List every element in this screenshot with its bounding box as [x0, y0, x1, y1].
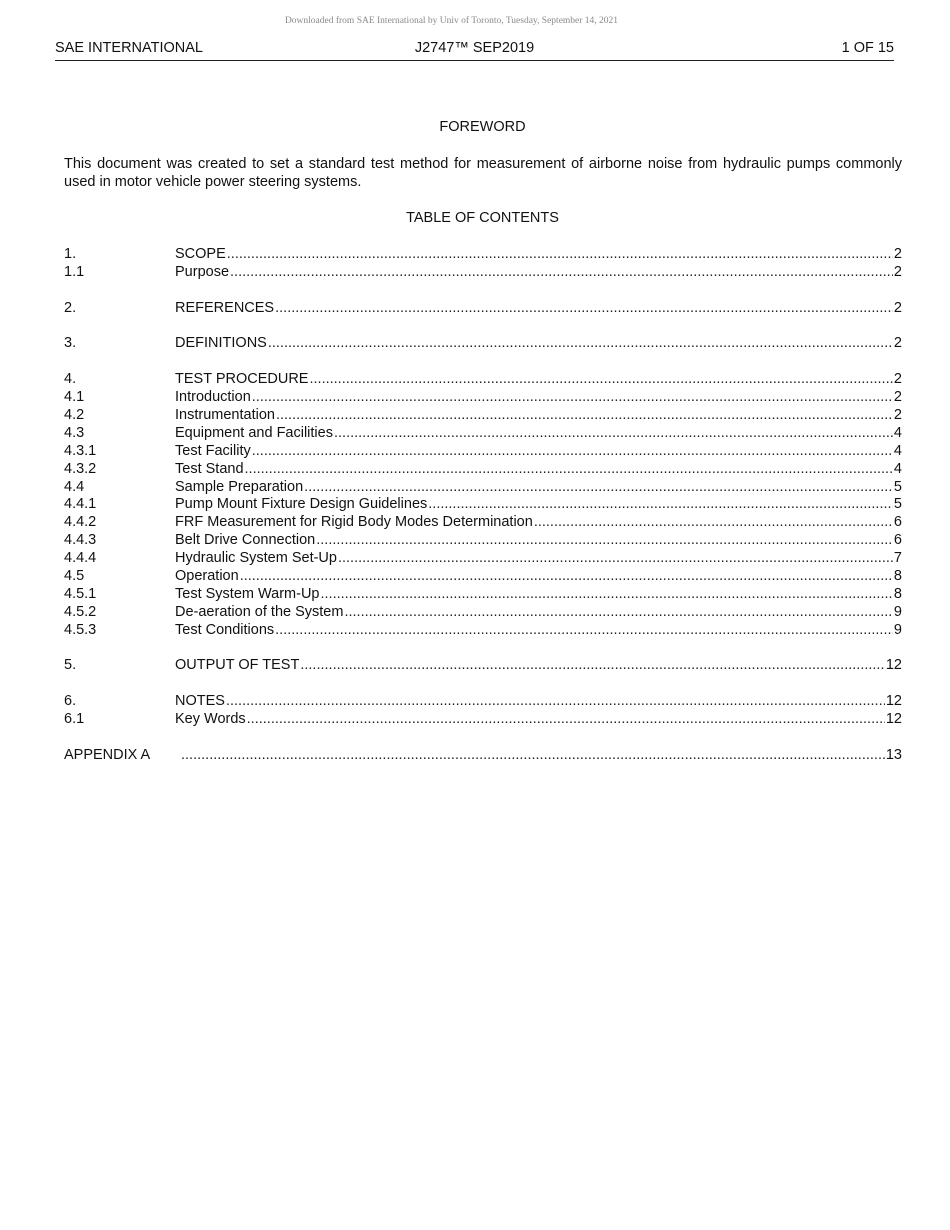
toc-entry-page: 12 [885, 657, 902, 674]
toc-entry-number: 4.4.4 [64, 550, 97, 567]
toc-entry[interactable] [64, 604, 902, 622]
header-document-id: J2747™ SEP2019 [414, 40, 535, 56]
toc-entry-title: Instrumentation [175, 407, 275, 424]
foreword-paragraph: This document was created to set a standard test method for measurement of airborne noise from hydraulic pumps commonly used in motor vehicle power steering systems. [64, 156, 902, 190]
toc-entry-title: De-aeration of the System [175, 603, 344, 620]
toc-entry-page: 7 [893, 550, 902, 567]
toc-entry[interactable] [64, 443, 902, 461]
toc-leader-dots [309, 371, 892, 389]
toc-entry-title: Belt Drive Connection [175, 532, 316, 549]
toc-entry-title: Pump Mount Fixture Design Guidelines [175, 496, 428, 513]
toc-entry-title: DEFINITIONS [175, 335, 267, 352]
toc-entry[interactable] [64, 335, 902, 353]
toc-entry-page: 6 [893, 514, 902, 531]
toc-entry-number: 4.5.1 [64, 585, 97, 602]
toc-heading: TABLE OF CONTENTS [406, 210, 559, 226]
toc-entry[interactable] [64, 711, 902, 729]
toc-entry[interactable] [64, 514, 902, 532]
toc-entry-page: 8 [893, 585, 902, 602]
toc-entry-title: Introduction [175, 389, 251, 406]
toc-entry-page: 2 [893, 263, 902, 280]
toc-entry[interactable] [64, 496, 902, 514]
toc-entry[interactable] [64, 532, 902, 550]
toc-entry-title: FRF Measurement for Rigid Body Modes Determination [175, 514, 533, 531]
toc-entry[interactable] [64, 389, 902, 407]
toc-entry-number: 5. [64, 657, 77, 674]
toc-entry-number: 4.5.2 [64, 603, 97, 620]
toc-entry-number: 4.2 [64, 407, 85, 424]
toc-entry-number: 1. [64, 246, 77, 262]
foreword-heading: FOREWORD [439, 119, 526, 135]
toc-entry-title: SCOPE [175, 246, 226, 262]
toc-entry-title: Operation [175, 568, 239, 585]
toc-leader-dots [252, 443, 893, 461]
toc-entry[interactable] [64, 550, 902, 568]
toc-entry[interactable] [64, 657, 902, 675]
toc-entry-number: 1.1 [64, 263, 85, 280]
toc-entry-title: Sample Preparation [175, 478, 304, 495]
toc-entry[interactable] [64, 246, 902, 264]
toc-entry[interactable] [64, 425, 902, 443]
toc-entry-page: 5 [893, 478, 902, 495]
header-organization: SAE INTERNATIONAL [55, 40, 203, 56]
toc-entry[interactable] [64, 622, 902, 640]
toc-entry-number: 4.5 [64, 568, 85, 585]
toc-entry-number: 4.4.1 [64, 496, 97, 513]
toc-entry-number: 2. [64, 299, 77, 316]
toc-entry-title: Test Conditions [175, 621, 275, 638]
toc-leader-dots [247, 711, 885, 729]
toc-entry-page: 8 [893, 568, 902, 585]
toc-leader-dots [275, 622, 893, 640]
toc-leader-dots [227, 246, 893, 264]
toc-leader-dots [304, 479, 893, 497]
toc-entry-page: 2 [893, 407, 902, 424]
toc-entry-title: Equipment and Facilities [175, 424, 333, 441]
toc-entry-page: 12 [885, 711, 902, 728]
toc-leader-dots [334, 425, 893, 443]
toc-entry[interactable] [64, 461, 902, 479]
toc-entry-page: 4 [893, 442, 902, 459]
toc-entry-page: 2 [893, 389, 902, 406]
toc-entry-number: 3. [64, 335, 77, 352]
toc-entry-appendix[interactable] [64, 747, 902, 765]
toc-leader-dots [240, 568, 893, 586]
toc-entry-number: 6. [64, 693, 77, 710]
toc-entry-title: Test Facility [175, 442, 251, 459]
toc-entry-title: Key Words [175, 711, 246, 728]
toc-entry-page: 13 [885, 746, 902, 763]
toc-entry-title: NOTES [175, 693, 225, 710]
toc-entry-title: TEST PROCEDURE [175, 371, 309, 388]
toc-entry-page: 4 [893, 460, 902, 477]
toc-entry-title: Hydraulic System Set-Up [175, 550, 337, 567]
toc-entry[interactable] [64, 479, 902, 497]
toc-entry-number: 4.1 [64, 389, 85, 406]
toc-entry-page: 2 [893, 335, 902, 352]
toc-entry-number: 4.3.2 [64, 460, 97, 477]
toc-leader-dots [428, 496, 893, 514]
toc-entry-page: 2 [893, 371, 902, 388]
toc-entry-number: 4.3.1 [64, 442, 97, 459]
toc-entry-page: 9 [893, 621, 902, 638]
toc-entry[interactable] [64, 371, 902, 389]
download-watermark: Downloaded from SAE International by Univ of Toronto, Tuesday, September 14, 2021 [284, 16, 619, 26]
toc-entry-title: Test System Warm-Up [175, 585, 320, 602]
toc-entry[interactable] [64, 300, 902, 318]
toc-leader-dots [320, 586, 892, 604]
header-page-number: 1 OF 15 [841, 40, 894, 56]
toc-entry-number: APPENDIX A [64, 746, 151, 763]
toc-entry-title: OUTPUT OF TEST [175, 657, 300, 674]
toc-entry[interactable] [64, 693, 902, 711]
toc-leader-dots [338, 550, 893, 568]
toc-entry[interactable] [64, 407, 902, 425]
toc-entry-number: 6.1 [64, 711, 85, 728]
toc-entry-title: Test Stand [175, 460, 244, 477]
toc-leader-dots [268, 335, 893, 353]
toc-leader-dots [226, 693, 885, 711]
page-header [55, 38, 894, 61]
toc-leader-dots [344, 604, 892, 622]
toc-entry-title: Purpose [175, 263, 230, 280]
toc-entry[interactable] [64, 264, 902, 282]
toc-entry-number: 4.3 [64, 424, 85, 441]
toc-entry-page: 9 [893, 603, 902, 620]
toc-leader-dots [181, 747, 885, 765]
toc-leader-dots [276, 407, 893, 425]
toc-entry[interactable] [64, 568, 902, 586]
toc-entry-page: 5 [893, 496, 902, 513]
toc-entry-page: 4 [893, 424, 902, 441]
toc-entry-page: 6 [893, 532, 902, 549]
toc-entry-page: 12 [885, 693, 902, 710]
toc-entry-number: 4.5.3 [64, 621, 97, 638]
toc-leader-dots [300, 657, 885, 675]
toc-entry-number: 4.4.3 [64, 532, 97, 549]
toc-entry-number: 4. [64, 371, 77, 388]
toc-leader-dots [316, 532, 893, 550]
toc-leader-dots [275, 300, 893, 318]
toc-entry-page: 2 [893, 246, 902, 262]
toc-entry-title: REFERENCES [175, 299, 275, 316]
toc-entry-number: 4.4 [64, 478, 85, 495]
toc-entry[interactable] [64, 586, 902, 604]
table-of-contents [64, 246, 902, 765]
toc-entry-page: 2 [893, 299, 902, 316]
toc-entry-number: 4.4.2 [64, 514, 97, 531]
toc-leader-dots [245, 461, 893, 479]
toc-leader-dots [252, 389, 893, 407]
toc-leader-dots [534, 514, 893, 532]
toc-leader-dots [230, 264, 893, 282]
